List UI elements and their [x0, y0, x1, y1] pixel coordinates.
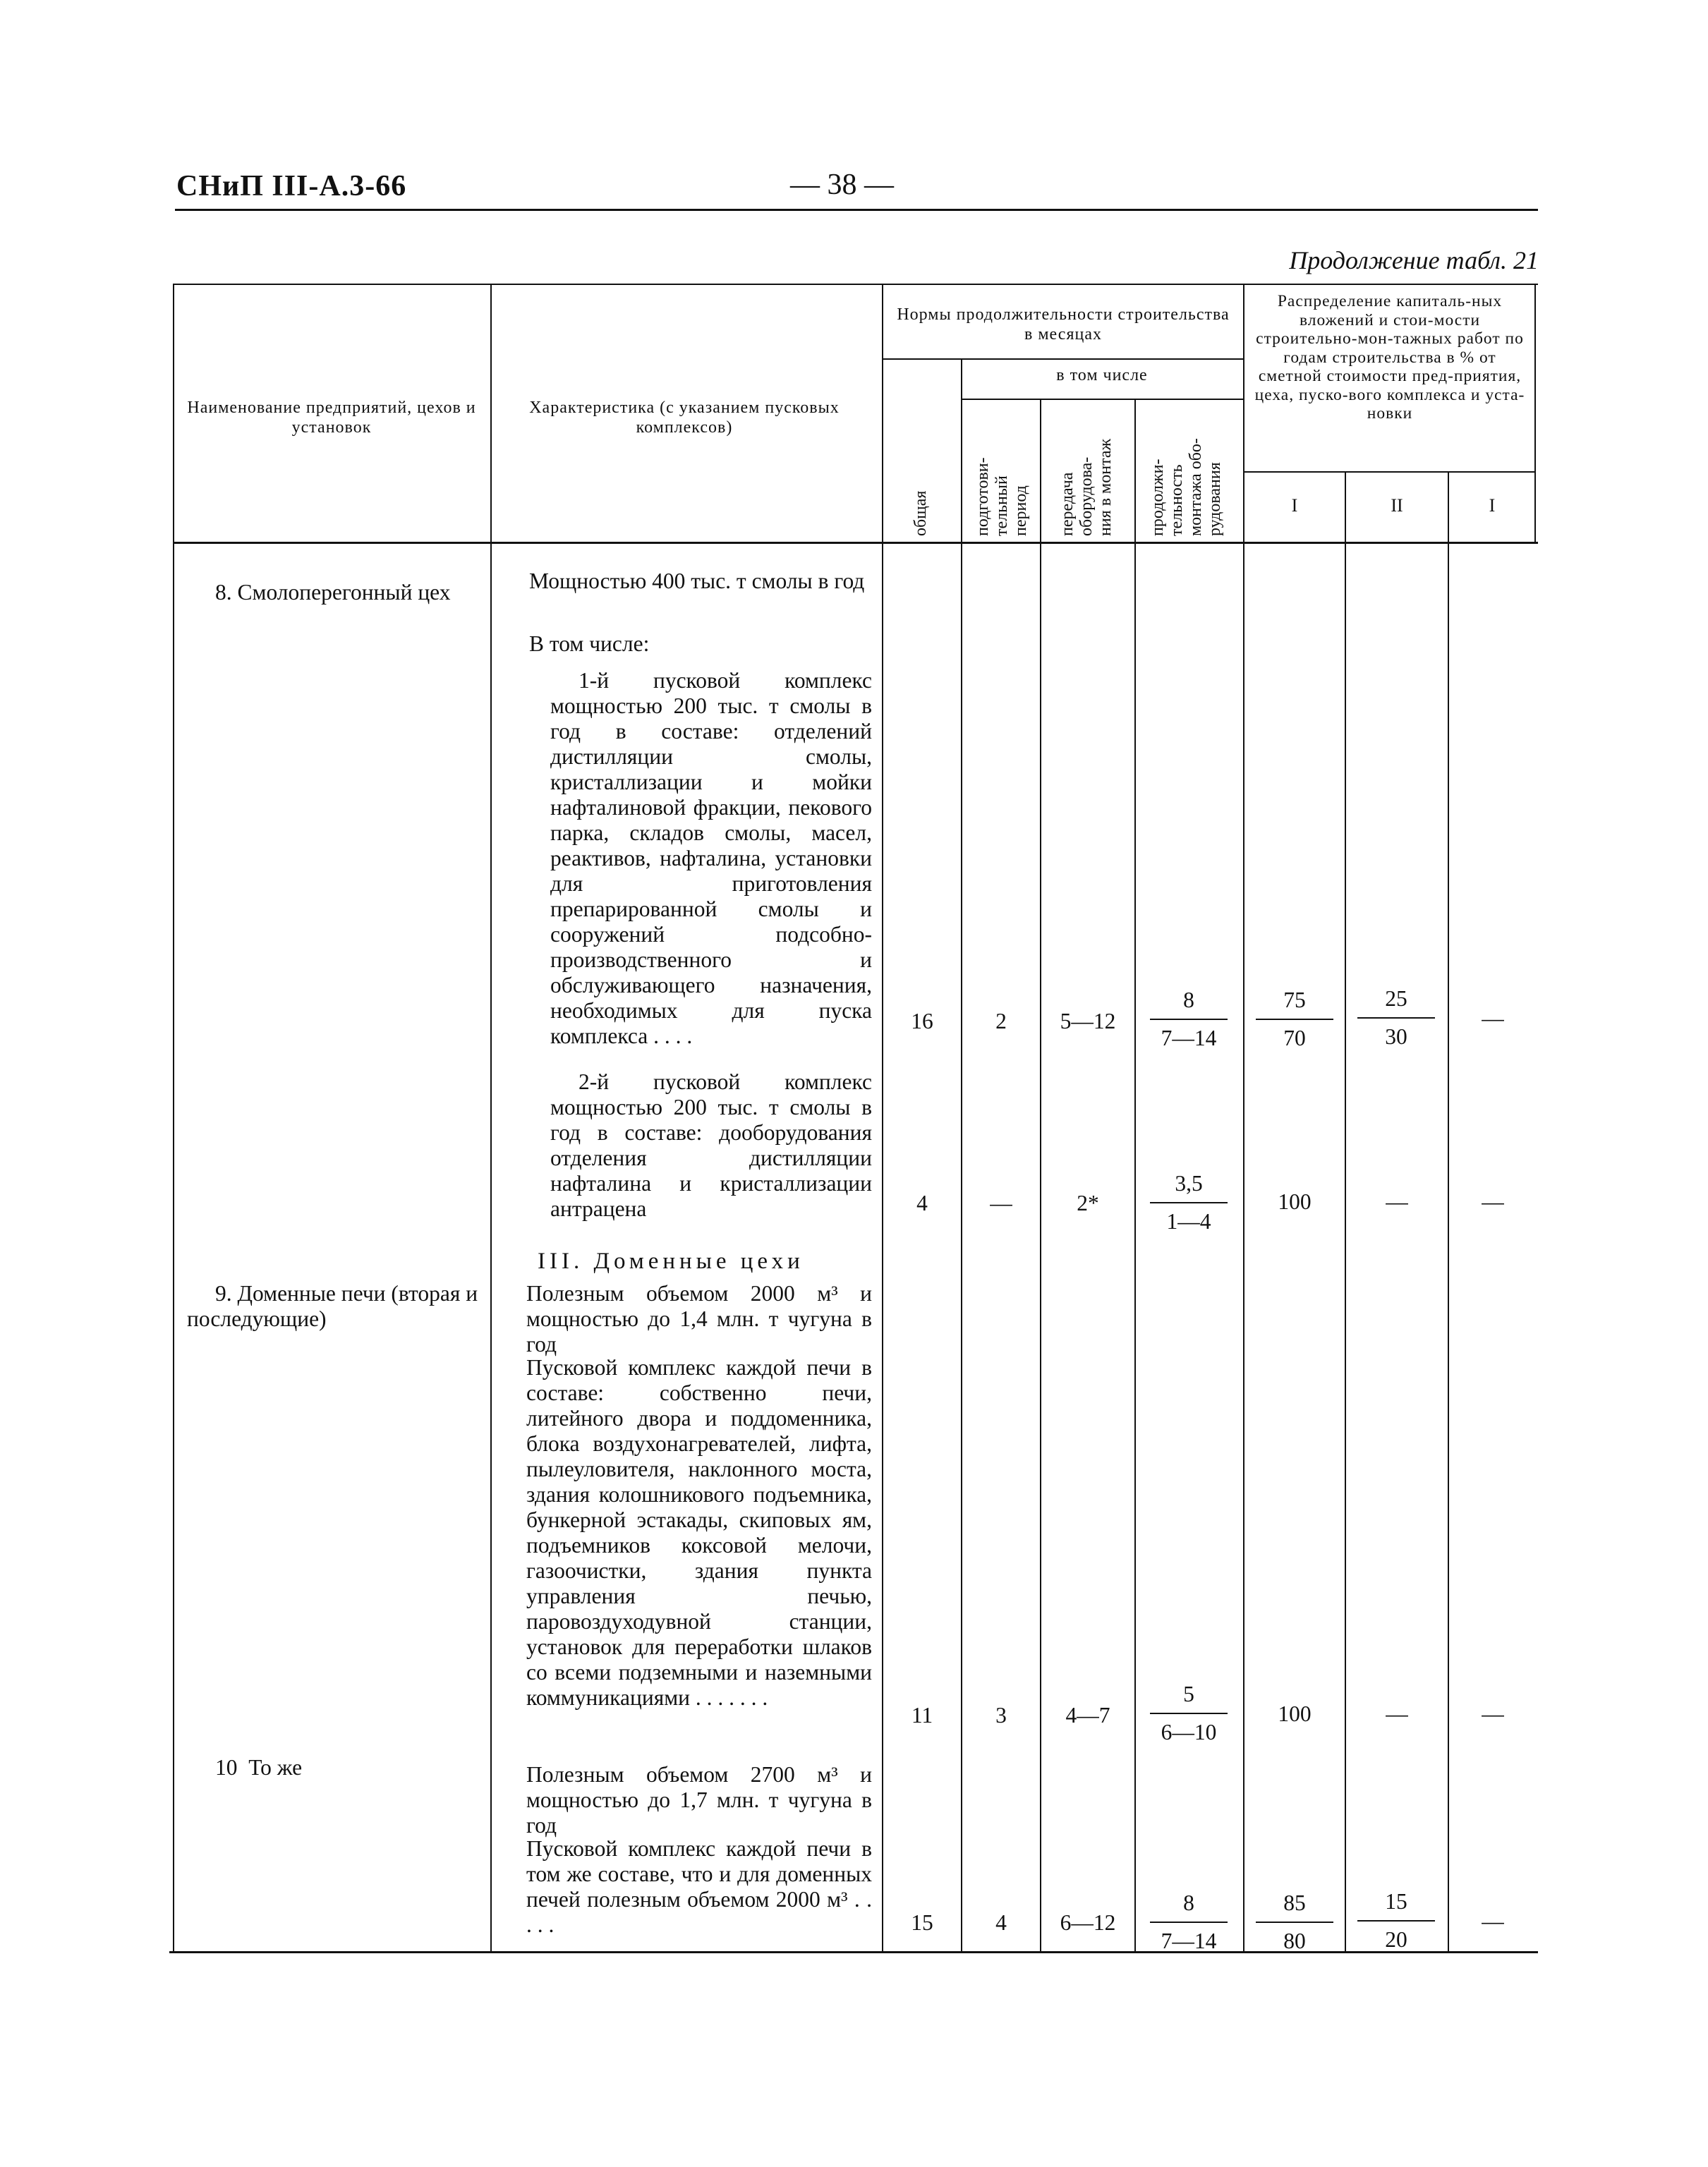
- row-8-c2-total: 4: [916, 1191, 928, 1215]
- row-9-year-2: —: [1386, 1701, 1408, 1726]
- section-title-blast-furnaces: III. Доменные цехи: [538, 1249, 804, 1274]
- row-8-c1-total: 16: [911, 1009, 933, 1033]
- row-9-name: 9. Доменные печи (вторая и последующие): [187, 1281, 478, 1331]
- row-8-c2-year-3: —: [1482, 1189, 1504, 1214]
- row-9-year-1: 100: [1278, 1701, 1312, 1726]
- column-header-year-2: II: [1391, 495, 1403, 516]
- column-header-characteristic: Характеристика (с указанием пусковых комплексов): [529, 399, 840, 437]
- column-subgroup-including: в том числе: [1056, 366, 1148, 384]
- row-9-complex: Пусковой комплекс каждой печи в составе: собственно печи, литейного двора и поддоменника, блока воздухонагревателей, лифта, пылеуловителя, наклонного моста, здания колошникового подъемника, бункерной эстакады, скиповых ям, подъемников коксовой мелочи, газоочистки, здания пункта управления печью, паровоздуходувной станции, установок для переработки шлаков со всеми подземными и наземными коммуникациями . . . . . . .: [526, 1355, 872, 1710]
- row-8-name: 8. Смолоперегонный цех: [215, 580, 451, 605]
- row-10-characteristic: Полезным объемом 2700 м³ и мощностью до 1,7 млн. т чугуна в год: [526, 1762, 872, 1838]
- row-10-year-3: —: [1482, 1909, 1504, 1934]
- row-10-year-2: 15 20: [1357, 1889, 1435, 1953]
- row-8-c1-transfer: 5—12: [1060, 1009, 1116, 1033]
- row-10-name: 10 То же: [215, 1755, 303, 1780]
- row-8-c1-prep: 2: [995, 1009, 1007, 1033]
- row-9-transfer: 4—7: [1065, 1703, 1110, 1728]
- row-8-including: В том числе:: [529, 631, 650, 656]
- row-8-c1-year-3: —: [1482, 1006, 1504, 1031]
- row-10-duration: 8 7—14: [1150, 1890, 1228, 1954]
- column-header-duration: продолжи- тельность монтажа обо- рудования: [1149, 438, 1224, 536]
- document-code: СНиП III-А.3-66: [176, 170, 407, 202]
- column-group-norms: Нормы продолжительности строительства в месяцах: [897, 305, 1230, 344]
- row-10-prep: 4: [995, 1910, 1007, 1935]
- column-header-prep-period: подготови- тельный период: [974, 457, 1030, 536]
- column-group-distribution: Распределение капиталь-ных вложений и стои-мости строительно-мон-тажных работ по годам строительства в % от сметной стоимости пред-приятия, цеха, пуско-вого комплекса и уста-новки: [1254, 292, 1525, 423]
- row-8-c2-prep: —: [990, 1191, 1012, 1215]
- row-9-duration: 5 6—10: [1150, 1682, 1228, 1745]
- row-10-total: 15: [911, 1910, 933, 1935]
- row-8-c2-year-2: —: [1386, 1189, 1408, 1214]
- column-header-transfer: передача оборудова- ния в монтаж: [1058, 438, 1115, 536]
- row-8-c2-duration: 3,5 1—4: [1150, 1171, 1228, 1234]
- row-8-complex-1: 1-й пусковой комплекс мощностью 200 тыс. т смолы в год в составе: отделений дистилляции смолы, кристаллизации и мойки нафталиновой фракции, пекового парка, складов смолы, масел, реактивов, нафталина, установки для приготовления препарированной смолы и сооружений подсобно-производственного и обслуживающего назначения, необходимых для пуска комплекса . . . .: [550, 668, 872, 1048]
- page-number: — 38 —: [790, 169, 894, 201]
- column-header-total: общая: [911, 490, 930, 536]
- column-header-name: Наименование предприятий, цехов и установок: [187, 399, 476, 437]
- row-9-characteristic: Полезным объемом 2000 м³ и мощностью до 1,4 млн. т чугуна в год: [526, 1281, 872, 1356]
- header-rule: [175, 209, 1538, 211]
- row-8-c1-year-2: 25 30: [1357, 986, 1435, 1050]
- row-8-characteristic: Мощностью 400 тыс. т смолы в год: [529, 569, 865, 593]
- row-8-complex-2: 2-й пусковой комплекс мощностью 200 тыс. т смолы в год в составе: дооборудования отделения дистилляции нафталина и кристаллизации антрацена: [550, 1069, 872, 1221]
- row-8-c1-duration: 8 7—14: [1150, 988, 1228, 1051]
- column-header-year-3: I: [1489, 495, 1496, 516]
- row-9-total: 11: [911, 1703, 933, 1728]
- row-8-c2-transfer: 2*: [1077, 1191, 1099, 1215]
- table-continuation-label: Продолжение табл. 21: [1289, 246, 1539, 274]
- row-9-year-3: —: [1482, 1701, 1504, 1726]
- row-10-complex: Пусковой комплекс каждой печи в том же составе, что и для доменных печей полезным объемом 2000 м³ . . . . .: [526, 1836, 872, 1937]
- row-9-prep: 3: [995, 1703, 1007, 1728]
- column-header-year-1: I: [1291, 495, 1298, 516]
- row-8-c1-year-1: 75 70: [1256, 988, 1333, 1051]
- row-10-transfer: 6—12: [1060, 1910, 1116, 1935]
- row-10-year-1: 85 80: [1256, 1890, 1333, 1954]
- row-8-c2-year-1: 100: [1278, 1189, 1312, 1214]
